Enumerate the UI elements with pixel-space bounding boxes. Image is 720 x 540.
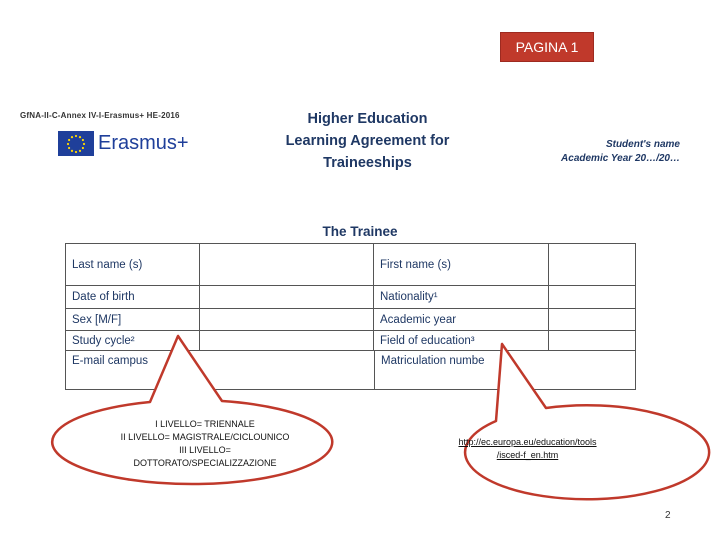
- isced-link-line-2[interactable]: /isced-f_en.htm: [496, 450, 559, 460]
- label-academic-year: Academic year: [374, 309, 549, 330]
- document-code: GfNA-II-C-Annex IV-I-Erasmus+ HE-2016: [20, 111, 180, 120]
- page-badge: PAGINA 1: [500, 32, 594, 62]
- label-nationality: Nationality¹: [374, 286, 549, 308]
- slide-number: 2: [665, 510, 671, 521]
- title-line-1: Higher Education: [307, 111, 428, 127]
- label-last-name: Last name (s): [66, 244, 200, 285]
- callout-left-line-4: DOTTORATO/SPECIALIZZAZIONE: [133, 458, 277, 468]
- callout-left-line-2: II LIVELLO= MAGISTRALE/CICLOUNICO: [120, 432, 290, 442]
- callout-right-bubble: [465, 344, 709, 499]
- logo-text: Erasmus+: [98, 132, 189, 154]
- callout-study-cycle-levels: [95, 418, 315, 470]
- title-line-3: Traineeships: [323, 155, 412, 171]
- isced-link-line-1[interactable]: http://ec.europa.eu/education/tools: [458, 437, 597, 447]
- callout-isced-link[interactable]: [420, 436, 635, 462]
- callout-left-line-3: III LIVELLO=: [179, 445, 231, 455]
- callout-left-line-1: I LIVELLO= TRIENNALE: [155, 419, 255, 429]
- academic-year-label: Academic Year 20…/20…: [561, 153, 680, 164]
- student-name-label: Student's name: [605, 139, 680, 150]
- title-line-2: Learning Agreement for: [285, 133, 450, 149]
- label-first-name: First name (s): [374, 244, 549, 285]
- label-email-campus: E-mail campus: [72, 355, 149, 367]
- section-heading: The Trainee: [322, 224, 398, 239]
- label-field-of-education: Field of education³: [374, 331, 549, 350]
- label-sex: Sex [M/F]: [66, 309, 200, 330]
- label-study-cycle: Study cycle²: [66, 331, 200, 350]
- label-date-of-birth: Date of birth: [66, 286, 200, 308]
- label-matriculation-number: Matriculation numbe: [374, 351, 549, 389]
